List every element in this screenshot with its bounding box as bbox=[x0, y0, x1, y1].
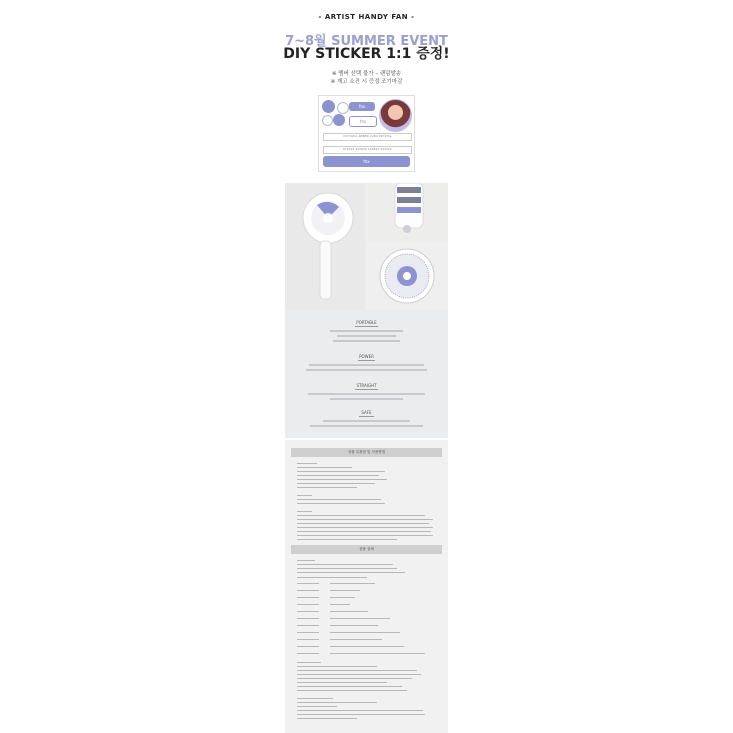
text-line bbox=[297, 511, 312, 512]
text-line bbox=[297, 487, 357, 488]
event-heading: 7~8월 SUMMER EVENT bbox=[285, 34, 448, 49]
text-line bbox=[297, 564, 393, 565]
feature-heading-power: POWER bbox=[359, 354, 374, 359]
feature-heading-portable: PORTABLE bbox=[356, 320, 377, 325]
text-line bbox=[297, 463, 317, 464]
text-line bbox=[297, 495, 312, 496]
spec-key bbox=[297, 632, 319, 633]
text-line bbox=[297, 678, 412, 679]
text-line bbox=[297, 539, 397, 540]
feature-heading-safe: SAFE bbox=[361, 410, 372, 415]
spec-key bbox=[297, 639, 319, 640]
text-line bbox=[297, 666, 377, 667]
text-line bbox=[310, 425, 423, 427]
spec-key bbox=[297, 625, 319, 626]
text-line bbox=[330, 330, 403, 332]
text-line bbox=[297, 560, 315, 561]
member-dates-strip: 870202 920918 930812 941024 bbox=[323, 146, 412, 154]
text-line bbox=[297, 702, 377, 703]
spec-key bbox=[297, 604, 319, 605]
text-line bbox=[297, 682, 387, 683]
spec-key bbox=[297, 597, 319, 598]
spec-key bbox=[297, 590, 319, 591]
text-line bbox=[297, 714, 425, 715]
spec-value bbox=[330, 604, 350, 605]
text-line bbox=[333, 340, 400, 342]
text-line bbox=[308, 393, 425, 395]
logo-sticker: fπx bbox=[349, 102, 375, 111]
divider bbox=[355, 389, 378, 390]
spec-value bbox=[330, 597, 355, 598]
text-line bbox=[297, 527, 433, 528]
logo-sticker-outline: fπx bbox=[349, 116, 377, 127]
spec-key bbox=[297, 618, 319, 619]
divider bbox=[359, 416, 374, 417]
text-line bbox=[297, 710, 423, 711]
text-line bbox=[297, 471, 385, 472]
fan-product-images bbox=[285, 183, 448, 310]
text-line bbox=[297, 686, 402, 687]
text-line bbox=[297, 503, 385, 504]
spec-key bbox=[297, 611, 319, 612]
member-names-strip: VICTORIA AMBER LUNA KRYSTAL bbox=[323, 133, 412, 141]
text-line bbox=[330, 398, 403, 400]
sticker-circle-outline bbox=[337, 102, 349, 114]
text-line bbox=[297, 670, 417, 671]
spec-value bbox=[330, 653, 425, 654]
page-title: DIY STICKER 1:1 증정! bbox=[283, 46, 450, 62]
text-line bbox=[297, 499, 381, 500]
sticker-circle bbox=[333, 114, 345, 126]
divider bbox=[355, 326, 378, 327]
text-line bbox=[297, 479, 387, 480]
spec-key bbox=[297, 583, 319, 584]
detail-header-bar: 상품 상세 bbox=[291, 545, 442, 554]
text-line bbox=[297, 515, 425, 516]
spec-value bbox=[330, 625, 378, 626]
spec-value bbox=[330, 632, 400, 633]
text-line bbox=[297, 698, 333, 699]
text-line bbox=[309, 364, 424, 366]
text-line bbox=[297, 572, 405, 573]
member-photo-sticker bbox=[379, 99, 412, 132]
notice-header-bar: 상품 특장점 및 사용방법 bbox=[291, 448, 442, 457]
text-line bbox=[297, 577, 367, 578]
spec-value bbox=[330, 611, 368, 612]
text-line bbox=[297, 531, 431, 532]
note-limited: ※ 재고 소진 시 증정 조기마감 bbox=[330, 79, 403, 85]
text-line bbox=[297, 535, 433, 536]
text-line bbox=[337, 335, 396, 337]
text-line bbox=[323, 420, 410, 422]
page-subtitle: - ARTIST HANDY FAN - bbox=[318, 13, 415, 21]
spec-key bbox=[297, 653, 319, 654]
text-line bbox=[297, 690, 407, 691]
text-line bbox=[297, 662, 321, 663]
spec-value bbox=[330, 618, 390, 619]
text-line bbox=[297, 475, 379, 476]
product-photo-section bbox=[285, 183, 448, 310]
text-line bbox=[297, 706, 337, 707]
note-random: ※ 멤버 선택 불가 – 랜덤발송 bbox=[331, 71, 402, 77]
text-line bbox=[297, 718, 357, 719]
text-line bbox=[297, 523, 429, 524]
sticker-circle-small bbox=[322, 115, 333, 126]
spec-value bbox=[330, 590, 360, 591]
text-line bbox=[297, 467, 352, 468]
spec-value bbox=[330, 646, 404, 647]
text-line bbox=[306, 369, 427, 371]
text-line bbox=[297, 519, 433, 520]
text-line bbox=[297, 483, 375, 484]
spec-key bbox=[297, 646, 319, 647]
spec-value bbox=[330, 639, 382, 640]
feature-heading-straight: STRAIGHT bbox=[356, 383, 377, 388]
sticker-circle bbox=[322, 100, 335, 113]
text-line bbox=[297, 568, 397, 569]
spec-value bbox=[330, 583, 375, 584]
logo-banner-sticker: fπx bbox=[323, 156, 410, 167]
divider bbox=[358, 360, 375, 361]
sticker-sheet bbox=[318, 95, 415, 172]
text-line bbox=[297, 674, 421, 675]
